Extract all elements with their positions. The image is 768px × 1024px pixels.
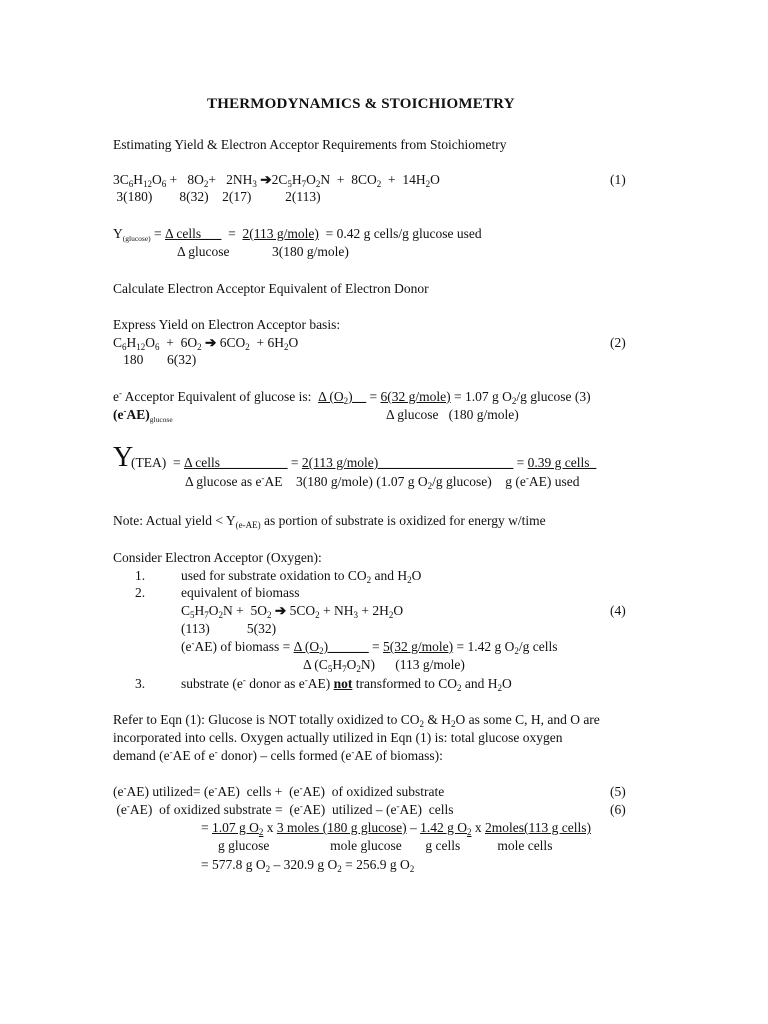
eae-glucose-label: $(e^-AE)_{glucose}$ bbox=[113, 406, 173, 424]
yield-glucose-line: $Y_{(glucose)} = \Delta$ cells___ = 2(113 g/mole) = 0.42 g cells/g glucose used bbox=[113, 226, 482, 243]
yield-glucose-denominator-2: 3(180 g/mole) bbox=[272, 244, 349, 259]
reaction-arrow-icon: ➔ bbox=[271, 603, 287, 618]
equation-6: (e-AE) of oxidized substrate = (e-AE) utilized – (e-AE) cells bbox=[113, 801, 454, 817]
calculation-line-1: = 1.07 g $O_2$ x 3 moles (180 g glucose) – 1.42 g $O_2$ x 2moles(113 g cells) bbox=[201, 820, 591, 837]
reaction-arrow-icon: ➔ bbox=[256, 172, 272, 187]
list-item-3-number: 3. bbox=[135, 676, 146, 691]
page-title: THERMODYNAMICS & STOICHIOMETRY bbox=[207, 96, 515, 112]
equation-1-weights: 3(180) 8(32) 2(17) 2(113) bbox=[113, 189, 321, 204]
yield-tea-line: (TEA) = Δ cells__________ = 2(113 g/mole)____________________ = 0.39 g cells_ bbox=[131, 455, 597, 470]
consider-heading: Consider Electron Acceptor (Oxygen): bbox=[113, 550, 322, 565]
yield-tea-denominator: Δ glucose as e-AE 3(180 g/mole) (1.07 g $O_2/g$ glucose) g (e-AE) used bbox=[185, 473, 580, 491]
section-heading-express-yield: Express Yield on Electron Acceptor basis: bbox=[113, 317, 341, 332]
list-item-2: equivalent of biomass bbox=[181, 585, 300, 600]
refer-paragraph-line-3: demand (e-AE of e- donor) – cells formed (e-AE of biomass): bbox=[113, 747, 443, 763]
refer-paragraph-line-2: incorporated into cells. Oxygen actually utilized in Eqn (1) is: total glucose oxygen bbox=[113, 730, 563, 745]
list-item-1: used for substrate oxidation to $CO_2$ and $H_2O$ bbox=[181, 568, 422, 585]
list-item-2-number: 2. bbox=[135, 585, 146, 600]
yield-tea-symbol: Y bbox=[113, 442, 134, 473]
equation-5-number: (5) bbox=[610, 784, 626, 799]
note-actual-yield: Note: Actual yield < $Y_{(e-AE)}$ as portion of substrate is oxidized for energy w/time bbox=[113, 513, 546, 530]
equation-4-weights: (113) 5(32) bbox=[181, 621, 277, 636]
equation-2-weights: 180 6(32) bbox=[113, 352, 197, 367]
calculation-line-2: g glucose mole glucose g cells mole cells bbox=[218, 838, 553, 853]
equation-1-number: (1) bbox=[610, 172, 626, 187]
equation-6-number: (6) bbox=[610, 802, 626, 817]
section-heading-calculate: Calculate Electron Acceptor Equivalent of Electron Donor bbox=[113, 281, 429, 296]
equation-4: $C_5H_7O_2N + 5O_2$ ➔ $5CO_2 + NH_3 + 2H_2O$ bbox=[181, 603, 404, 620]
eae-glucose-line: e- Acceptor Equivalent of glucose is: Δ $(O_2)\_\_ = 6(32$ g/mole) = 1.07 g $O_2/g$ glucose (3) bbox=[113, 388, 591, 406]
equation-2: $C_6H_{12}O_6 + 6O_2$ ➔ $6CO_2 + 6H_2O$ bbox=[113, 335, 299, 352]
equation-5: (e-AE) utilized= (e-AE) cells + (e-AE) of oxidized substrate bbox=[113, 783, 445, 799]
section-heading-estimating-yield: Estimating Yield & Electron Acceptor Requirements from Stoichiometry bbox=[113, 137, 507, 152]
eae-biomass-denominator: Δ $(C_5H_7O_2N)$ (113 g/mole) bbox=[303, 657, 465, 674]
eae-glucose-denominator: Δ glucose (180 g/mole) bbox=[386, 407, 519, 422]
equation-2-number: (2) bbox=[610, 335, 626, 350]
eae-biomass-line: (e-AE) of biomass = Δ $(O_2)\_\_\_\_\_\_ = 5(32$ g/mole) = 1.42 g $O_2/g$ cells bbox=[181, 638, 558, 656]
calculation-result: = 577.8 g $O_2 - 320.9$ g $O_2 = 256.9$ g $O_2$ bbox=[201, 857, 415, 874]
reaction-arrow-icon: ➔ bbox=[201, 335, 217, 350]
list-item-1-number: 1. bbox=[135, 568, 146, 583]
yield-glucose-denominator-1: Δ glucose bbox=[177, 244, 230, 259]
equation-1: $3C_6H_{12}O_6 + 8O_2+ 2NH_3$ $➔2C_5H_7O_2N + 8CO_2 + 14H_2O$ bbox=[113, 172, 440, 189]
refer-paragraph-line-1: Refer to Eqn (1): Glucose is NOT totally oxidized to $CO_2$ & $H_2O$ as some C, H, and O are bbox=[113, 712, 600, 729]
list-item-3: substrate (e- donor as e-AE) not transformed to $CO_2$ and $H_2O$ bbox=[181, 675, 512, 693]
equation-4-number: (4) bbox=[610, 603, 626, 618]
